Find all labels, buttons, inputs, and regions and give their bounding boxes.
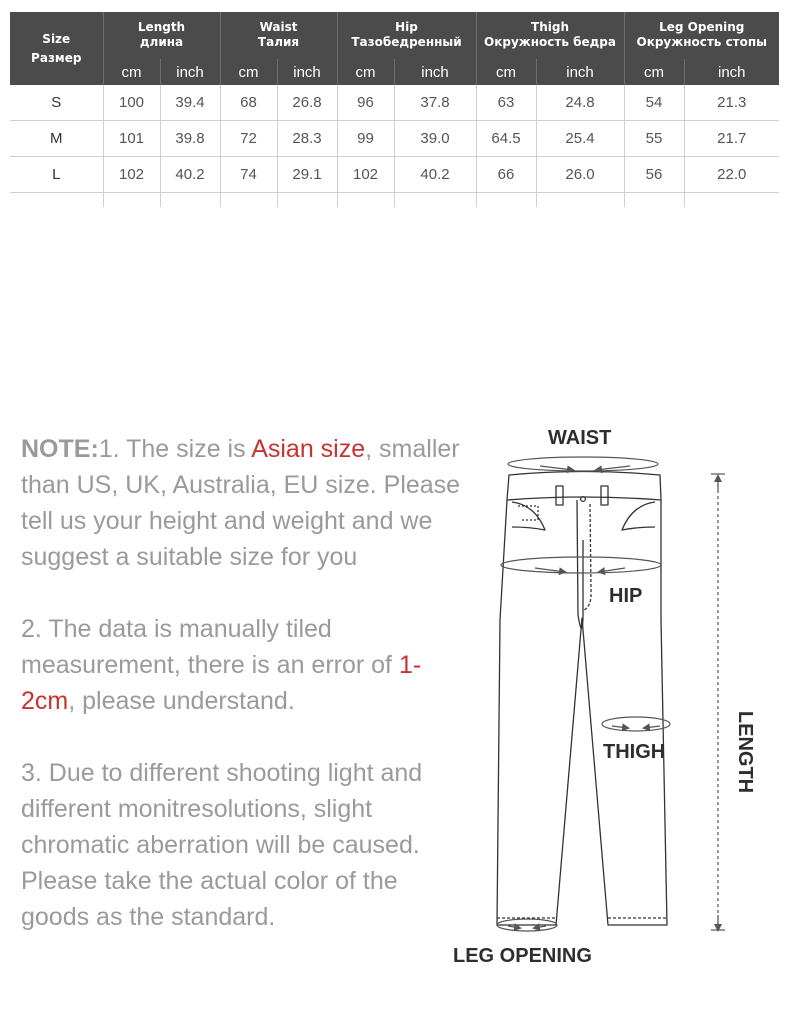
measurement-cell: 40.2 (160, 157, 220, 193)
unit-header: inch (160, 59, 220, 86)
measurement-cell: 54 (624, 85, 684, 121)
size-header-ru: Размер (31, 50, 82, 65)
measurement-cell: 39.8 (160, 121, 220, 157)
leg-opening-label: LEG OPENING (453, 945, 592, 967)
unit-header: inch (684, 59, 779, 86)
measurement-cell: 66 (476, 157, 536, 193)
measurement-cell: 72 (220, 121, 277, 157)
measurement-cell: 102 (103, 157, 160, 193)
measurement-cell: 64.5 (476, 121, 536, 157)
hip-label: HIP (609, 585, 643, 607)
measurement-cell: 39.0 (394, 121, 476, 157)
measurement-cell: 56 (624, 157, 684, 193)
pocket-right (622, 502, 655, 530)
note-p2-text-b: , please understand. (68, 687, 295, 715)
measurement-cell: 63 (476, 85, 536, 121)
unit-header: inch (536, 59, 624, 86)
measurement-cell: 74 (220, 157, 277, 193)
measurement-cell: 29.1 (277, 157, 337, 193)
measurement-cell: 101 (103, 121, 160, 157)
measurement-cell: 22.0 (684, 157, 779, 193)
measurement-cell: 40.2 (394, 157, 476, 193)
leg-opening-header-en: Leg Opening (659, 20, 745, 34)
measurement-cell: 102 (337, 157, 394, 193)
length-header-en: Length (137, 20, 186, 34)
measurement-cell: 28.3 (277, 121, 337, 157)
measurement-cell: 100 (103, 85, 160, 121)
waist-label: WAIST (548, 427, 612, 449)
note-p1-text-a: 1. The size is (98, 435, 252, 463)
thigh-header-en: Thigh (531, 20, 569, 34)
measurement-cell: 96 (337, 85, 394, 121)
hip-header-en: Hip (395, 20, 418, 34)
thigh-header-ru: Окружность бедра (484, 35, 616, 49)
note-p1-highlight: Asian size (251, 435, 366, 463)
unit-header: cm (476, 59, 536, 86)
measurement-cell: 55 (624, 121, 684, 157)
unit-header: inch (394, 59, 476, 86)
measurement-cell: 21.7 (684, 121, 779, 157)
size-cell: M (10, 121, 103, 157)
hip-guide (501, 557, 661, 573)
unit-header: cm (624, 59, 684, 86)
waist-header-en: Waist (259, 20, 298, 34)
pants-crotch (577, 500, 583, 628)
note-p2-highlight: 1-2cm (21, 651, 422, 715)
measurement-cell: 25.4 (536, 121, 624, 157)
note-paragraph-3: 3. Due to different shooting light and different monitresolutions, slight chromatic aberration will be caused. Please take the actual color of the goods as the standard. (21, 759, 423, 931)
waist-guide (508, 457, 658, 471)
unit-header: cm (337, 59, 394, 86)
size-header-en: Size (42, 31, 71, 46)
belt-loop-right (601, 486, 608, 505)
pocket-left (512, 502, 545, 530)
measurement-cell: 26.0 (536, 157, 624, 193)
hip-header-ru: Тазобедренный (351, 35, 462, 49)
size-cell: S (10, 85, 103, 121)
measurement-cell: 37.8 (394, 85, 476, 121)
belt-loop-left (556, 486, 563, 505)
unit-header: inch (277, 59, 337, 86)
note-p2-text-a: 2. The data is manually tiled measurement, there is an error of (21, 615, 399, 679)
measurement-cell: 68 (220, 85, 277, 121)
length-label: LENGTH (734, 710, 756, 794)
measurement-cell: 39.4 (160, 85, 220, 121)
length-header-ru: длина (139, 35, 184, 49)
measurement-cell: 26.8 (277, 85, 337, 121)
thigh-guide (602, 717, 670, 731)
leg-opening-header-ru: Окружность стопы (636, 35, 768, 49)
pants-outline (497, 500, 667, 925)
measurement-cell: 24.8 (536, 85, 624, 121)
unit-header: cm (103, 59, 160, 86)
waist-header-ru: Талия (257, 35, 300, 49)
measurement-cell: 21.3 (684, 85, 779, 121)
unit-header: cm (220, 59, 277, 86)
size-cell: L (10, 157, 103, 193)
measurement-cell: 99 (337, 121, 394, 157)
note-label: NOTE: (21, 435, 99, 463)
thigh-label: THIGH (603, 741, 666, 763)
pants-waistband (507, 472, 661, 501)
note-p1-text-b: , smaller than US, UK, Australia, EU size. Please tell us your height and weight and we suggest a suitable size for you (21, 435, 461, 571)
